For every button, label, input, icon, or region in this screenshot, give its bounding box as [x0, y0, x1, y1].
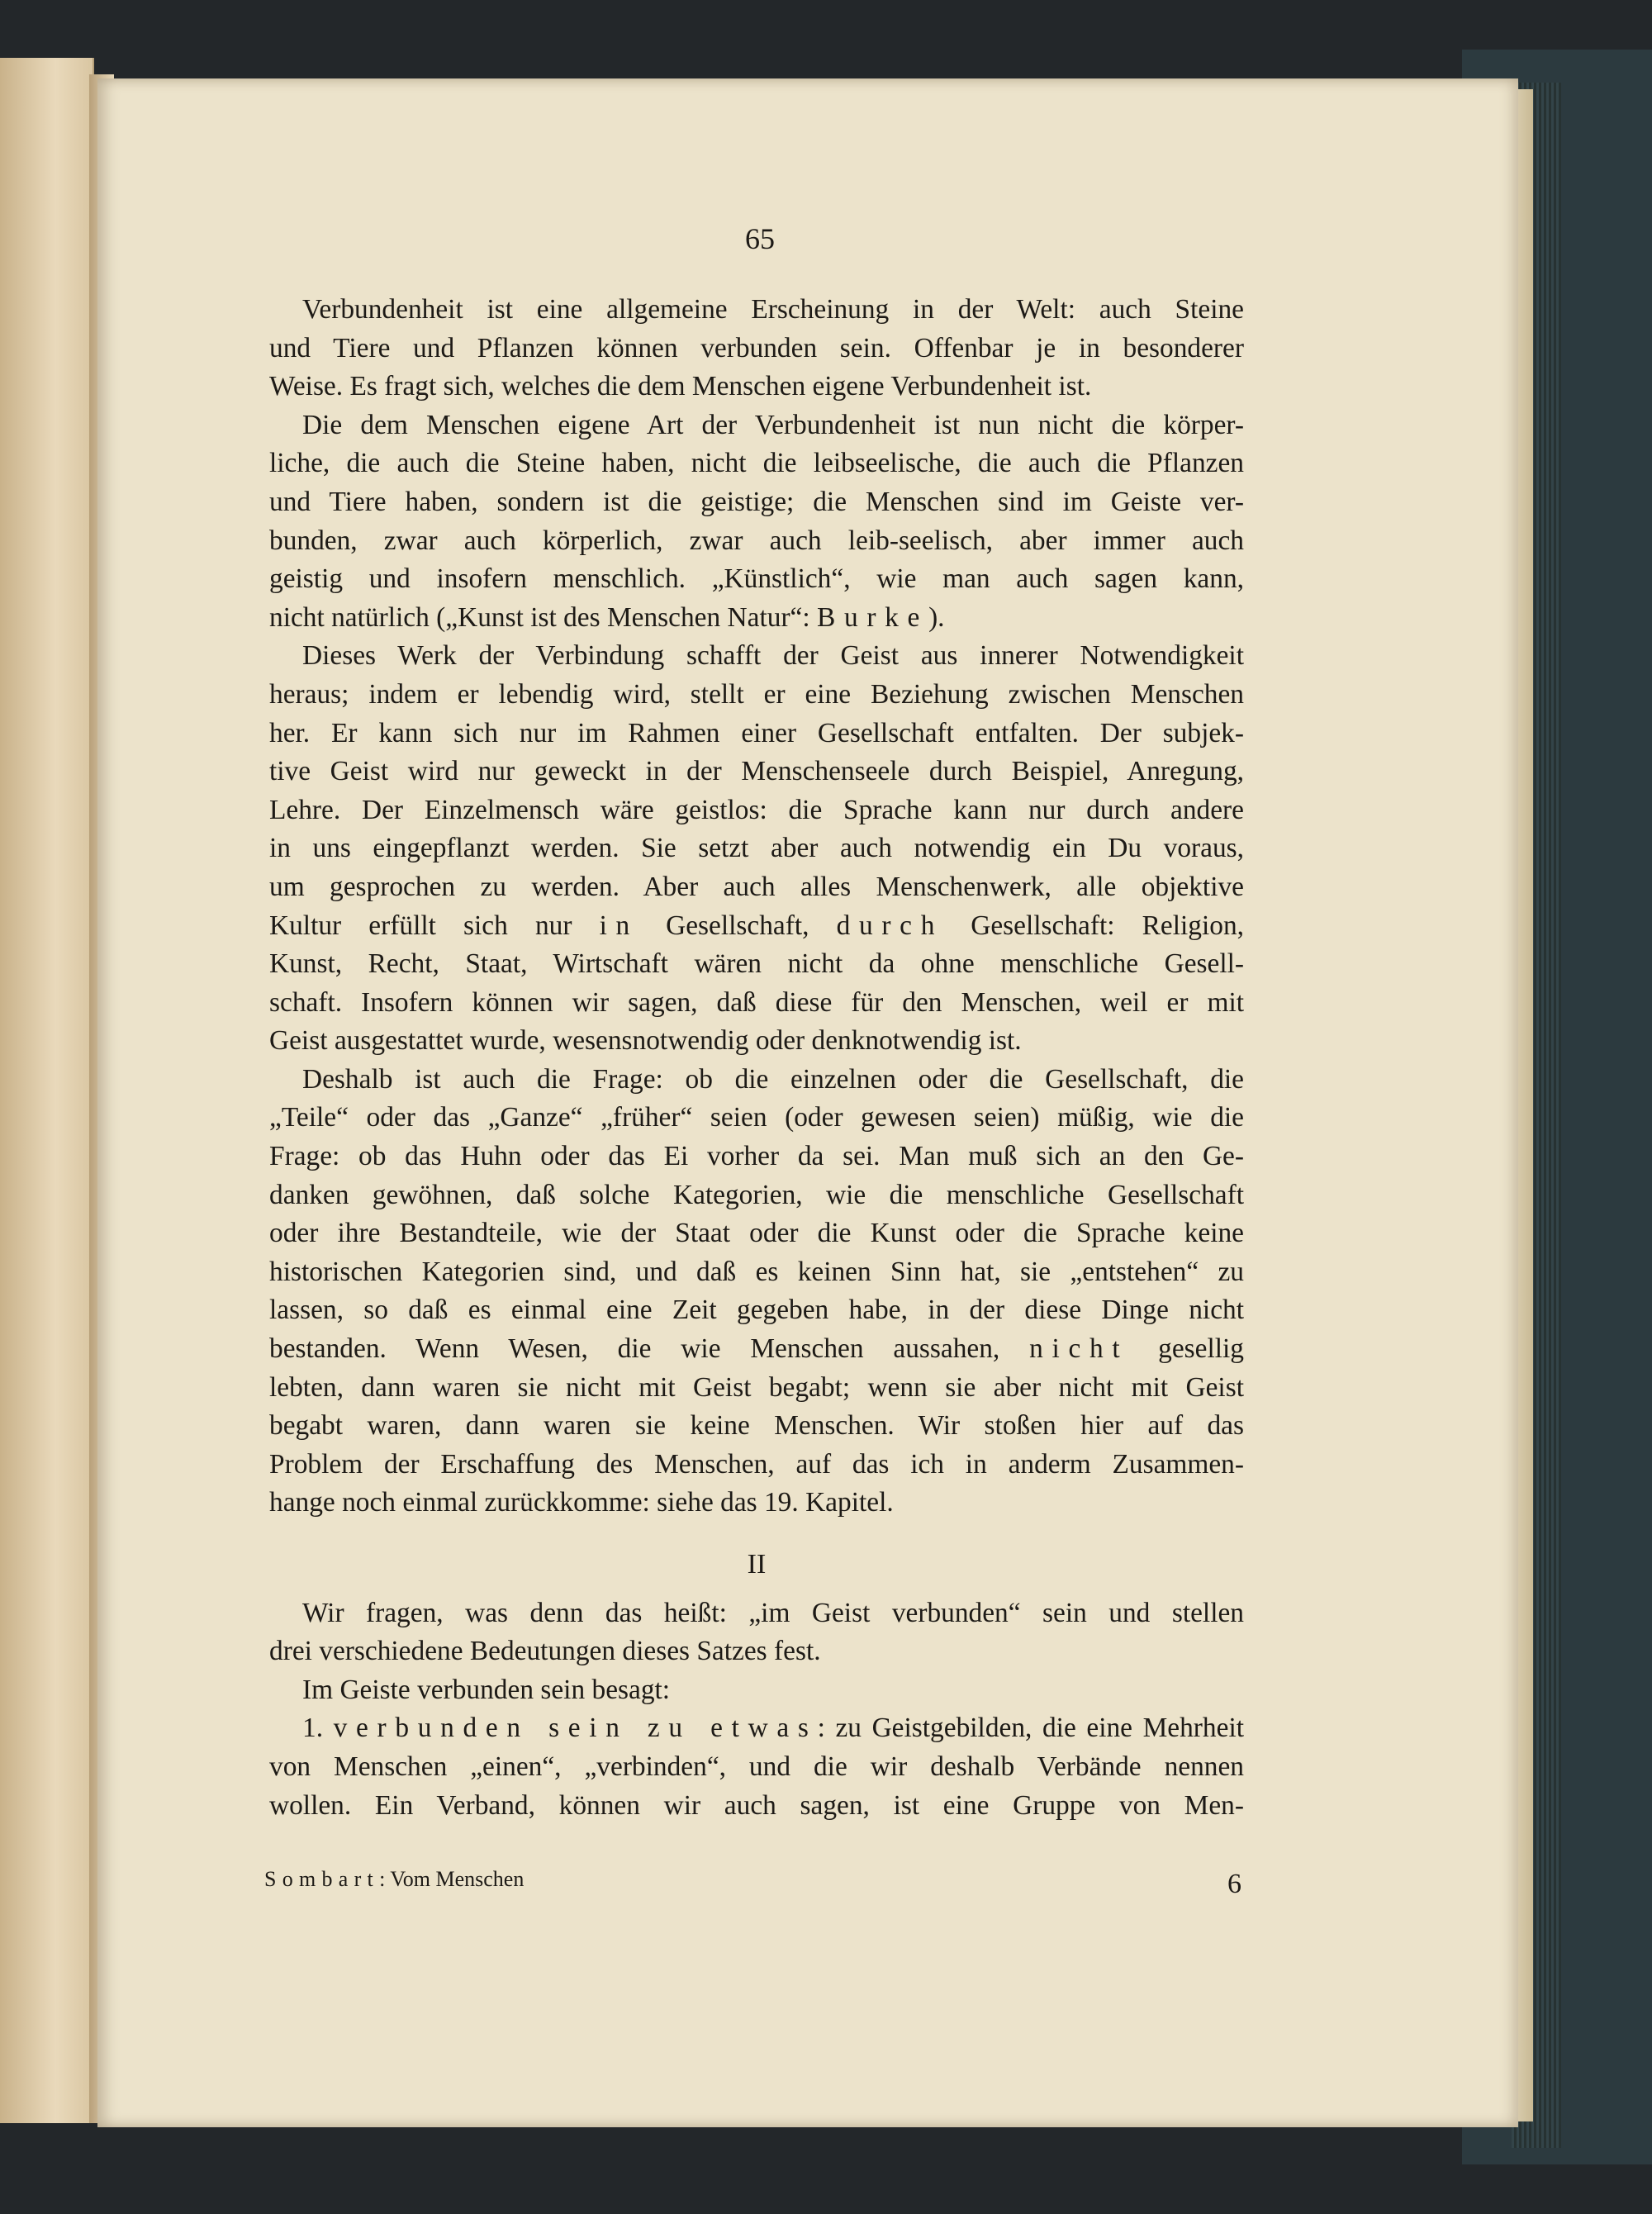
text-line: bestanden. Wenn Wesen, die wie Menschen aussahen, nicht gesellig	[269, 1333, 1244, 1365]
text-line: Dieses Werk der Verbindung schafft der Geist aus innerer Notwendigkeit	[302, 640, 1244, 672]
text-line: her. Er kann sich nur im Rahmen einer Gesellschaft entfalten. Der subjek-	[269, 717, 1244, 748]
text-line: tive Geist wird nur geweckt in der Menschenseele durch Beispiel, Anregung,	[269, 756, 1244, 787]
text-line: historischen Kategorien sind, und daß es keinen Sinn hat, sie „entstehen“ zu	[269, 1256, 1244, 1287]
text-line: Weise. Es fragt sich, welches die dem Menschen eigene Verbundenheit ist.	[269, 371, 1092, 402]
footer-book-title	[264, 1867, 524, 1892]
text-line: liche, die auch die Steine haben, nicht die leibseelische, die auch die Pflanzen	[269, 448, 1244, 479]
section-heading: II	[747, 1549, 767, 1580]
text-line: um gesprochen zu werden. Aber auch alles Menschenwerk, alle objektive	[269, 871, 1244, 902]
text-line: Verbundenheit ist eine allgemeine Erscheinung in der Welt: auch Steine	[302, 294, 1244, 325]
text-line: Geist ausgestattet wurde, wesensnotwendig oder denknotwendig ist.	[269, 1025, 1022, 1057]
previous-page-edge	[0, 58, 94, 2123]
text-line: Im Geiste verbunden sein besagt:	[302, 1674, 671, 1705]
text-line: geistig und insofern menschlich. „Künstlich“, wie man auch sagen kann,	[269, 563, 1244, 595]
text-line: Lehre. Der Einzelmensch wäre geistlos: die Sprache kann nur durch andere	[269, 794, 1244, 825]
text-line: drei verschiedene Bedeutungen dieses Satzes fest.	[269, 1636, 821, 1667]
text-line: und Tiere und Pflanzen können verbunden sein. Offenbar je in besonderer	[269, 332, 1244, 363]
text-line: Problem der Erschaffung des Menschen, auf das ich in anderm Zusammen-	[269, 1448, 1244, 1480]
text-line: oder ihre Bestandteile, wie der Staat oder die Kunst oder die Sprache keine	[269, 1218, 1244, 1249]
text-line: und Tiere haben, sondern ist die geistige; die Menschen sind im Geiste ver-	[269, 486, 1244, 517]
text-line: „Teile“ oder das „Ganze“ „früher“ seien (oder gewesen seien) müßig, wie die	[269, 1102, 1244, 1133]
footer-separator: :	[379, 1867, 391, 1891]
footer-title: Vom Menschen	[390, 1867, 525, 1891]
text-line: in uns eingepflanzt werden. Sie setzt aber auch notwendig ein Du voraus,	[269, 833, 1244, 864]
text-line: schaft. Insofern können wir sagen, daß diese für den Menschen, weil er mit	[269, 986, 1244, 1018]
text-line: lassen, so daß es einmal eine Zeit gegeben habe, in der diese Dinge nicht	[269, 1295, 1244, 1326]
text-line: Kunst, Recht, Staat, Wirtschaft wären nicht da ohne menschliche Gesell-	[269, 948, 1244, 980]
text-line: nicht natürlich („Kunst ist des Menschen Natur“: Burke).	[269, 601, 945, 633]
page-number: 65	[745, 222, 775, 255]
text-line: Frage: ob das Huhn oder das Ei vorher da sei. Man muß sich an den Ge-	[269, 1141, 1244, 1172]
text-line: lebten, dann waren sie nicht mit Geist begabt; wenn sie aber nicht mit Geist	[269, 1371, 1244, 1403]
page-body	[269, 291, 1244, 1825]
text-line: von Menschen „einen“, „verbinden“, und die wir deshalb Verbände nennen	[269, 1751, 1244, 1782]
text-line: 1. verbunden sein zu etwas: zu Geistgebilden, die eine Mehrheit	[302, 1713, 1244, 1744]
text-line: hange noch einmal zurückkomme: siehe das 19. Kapitel.	[269, 1487, 894, 1518]
text-line: heraus; indem er lebendig wird, stellt er eine Beziehung zwischen Menschen	[269, 678, 1244, 710]
text-line: Deshalb ist auch die Frage: ob die einzelnen oder die Gesellschaft, die	[302, 1063, 1244, 1095]
text-line: Kultur erfüllt sich nur in Gesellschaft, durch Gesellschaft: Religion,	[269, 910, 1245, 941]
footer-signature-mark: 6	[1227, 1869, 1241, 1899]
footer-author: Sombart	[264, 1867, 380, 1891]
text-line: Wir fragen, was denn das heißt: „im Geist verbunden“ sein und stellen	[302, 1597, 1244, 1628]
text-line: danken gewöhnen, daß solche Kategorien, wie die menschliche Gesellschaft	[269, 1179, 1244, 1210]
text-line: begabt waren, dann waren sie keine Menschen. Wir stoßen hier auf das	[269, 1410, 1244, 1442]
text-line: wollen. Ein Verband, können wir auch sagen, ist eine Gruppe von Men-	[269, 1789, 1244, 1821]
text-line: bunden, zwar auch körperlich, zwar auch leib-seelisch, aber immer auch	[269, 525, 1244, 556]
text-line: Die dem Menschen eigene Art der Verbundenheit ist nun nicht die körper-	[302, 409, 1244, 440]
